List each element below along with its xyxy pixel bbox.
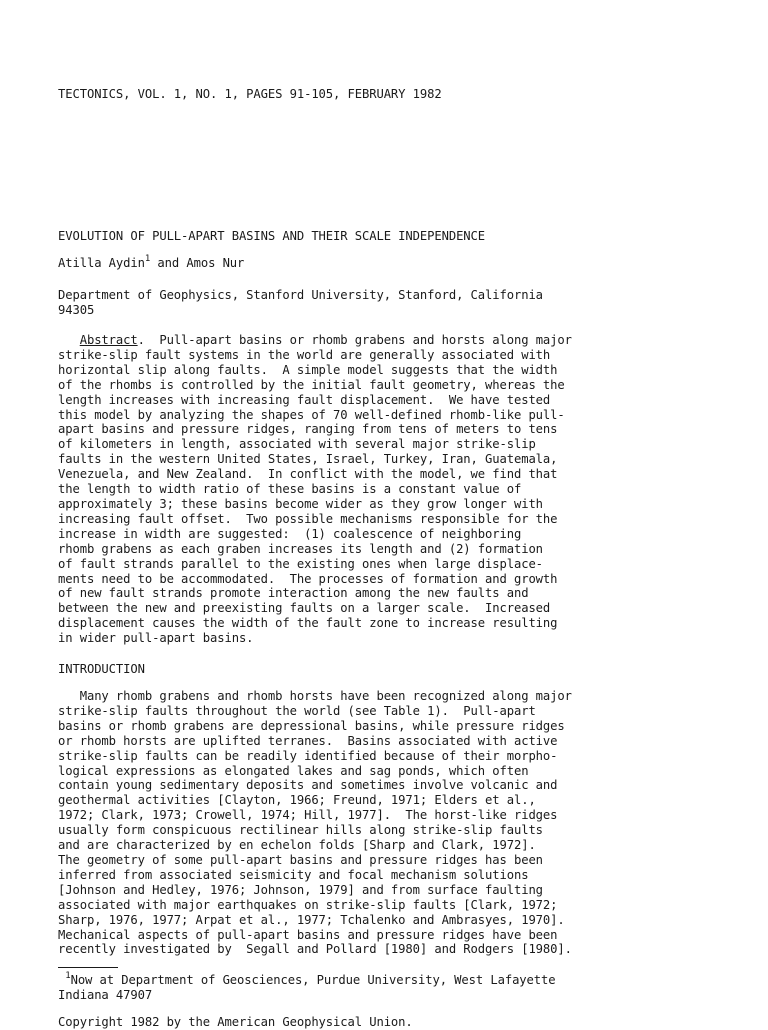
abstract: [58, 333, 572, 646]
abstract-line: apart basins and pressure ridges, ranging from tens of meters to tens: [58, 422, 558, 437]
abstract-line: increase in width are suggested: (1) coalescence of neighboring: [58, 526, 522, 541]
abstract-line: faults in the western United States, Israel, Turkey, Iran, Guatemala,: [58, 452, 558, 467]
intro-line: The geometry of some pull-apart basins and pressure ridges has been: [58, 852, 543, 867]
author-1-footnote-mark: 1: [144, 254, 151, 264]
abstract-line: between the new and preexisting faults on a larger scale. Increased: [58, 601, 551, 616]
abstract-line: of new fault strands promote interaction among the new faults and: [58, 586, 529, 601]
intro-line: and are characterized by en echelon folds [Sharp and Clark, 1972].: [58, 838, 536, 853]
abstract-line: displacement causes the width of the fault zone to increase resulting: [58, 616, 558, 631]
intro-line: basins or rhomb grabens are depressional basins, while pressure ridges: [58, 718, 565, 733]
abstract-line: strike-slip fault systems in the world are generally associated with: [58, 347, 551, 362]
intro-line: recently investigated by Segall and Pollard [1980] and Rodgers [1980].: [58, 942, 572, 957]
intro-line: Sharp, 1976, 1977; Arpat et al., 1977; Tchalenko and Ambrasyes, 1970].: [58, 912, 565, 927]
intro-line: inferred from associated seismicity and focal mechanism solutions: [58, 867, 529, 882]
author-1-name: Atilla Aydin: [58, 256, 145, 270]
abstract-first-line: Abstract. Pull-apart basins or rhomb grabens and horsts along major: [79, 333, 572, 347]
author-line: [58, 256, 244, 271]
intro-line: 1972; Clark, 1973; Crowell, 1974; Hill, 1977]. The horst-like ridges: [58, 808, 558, 823]
affiliation-line-1: Department of Geophysics, Stanford University, Stanford, California: [58, 288, 543, 302]
intro-line: Mechanical aspects of pull-apart basins and pressure ridges have been: [58, 927, 558, 942]
intro-line: logical expressions as elongated lakes and sag ponds, which often: [58, 763, 529, 778]
abstract-line: Venezuela, and New Zealand. In conflict with the model, we find that: [58, 467, 558, 482]
article-title: EVOLUTION OF PULL-APART BASINS AND THEIR SCALE INDEPENDENCE: [58, 229, 486, 243]
intro-line: strike-slip faults throughout the world (see Table 1). Pull-apart: [58, 703, 536, 718]
abstract-line: of kilometers in length, associated with several major strike-slip: [58, 437, 536, 452]
abstract-line: in wider pull-apart basins.: [58, 631, 254, 646]
footnote-mark: 1: [65, 971, 71, 981]
journal-citation: TECTONICS, VOL. 1, NO. 1, PAGES 91-105, FEBRUARY 1982: [58, 87, 442, 101]
intro-line: usually form conspicuous rectilinear hills along strike-slip faults: [58, 823, 543, 838]
abstract-line: of fault strands parallel to the existing ones when large displace-: [58, 556, 543, 571]
intro-line: contain young sedimentary deposits and sometimes involve volcanic and: [58, 778, 558, 793]
intro-line: Many rhomb grabens and rhomb horsts have been recognized along major: [58, 689, 572, 703]
abstract-line: rhomb grabens as each graben increases its length and (2) formation: [58, 541, 543, 556]
abstract-label: Abstract: [79, 333, 138, 347]
intro-line: or rhomb horsts are uplifted terranes. Basins associated with active: [58, 733, 558, 748]
affiliation-line-2: 94305: [58, 303, 95, 317]
author-2-name: and Amos Nur: [150, 256, 245, 270]
intro-line: associated with major earthquakes on strike-slip faults [Clark, 1972;: [58, 897, 558, 912]
abstract-line: of the rhombs is controlled by the initial fault geometry, whereas the: [58, 377, 565, 392]
abstract-line: this model by analyzing the shapes of 70 well-defined rhomb-like pull-: [58, 407, 565, 422]
intro-line: strike-slip faults can be readily identified because of their morpho-: [58, 748, 558, 763]
intro-line: [Johnson and Hedley, 1976; Johnson, 1979] and from surface faulting: [58, 882, 543, 897]
copyright-notice: Copyright 1982 by the American Geophysical Union.: [58, 1015, 413, 1029]
footnote-separator: [58, 967, 118, 968]
abstract-line: ments need to be accommodated. The processes of formation and growth: [58, 571, 558, 586]
footnote-line-1: $^1$Now at Department of Geosciences, Purdue University, West Lafayette: [65, 971, 556, 987]
abstract-line: increasing fault offset. Two possible mechanisms responsible for the: [58, 511, 558, 526]
intro-line: geothermal activities [Clayton, 1966; Freund, 1971; Elders et al.,: [58, 793, 536, 808]
introduction-body: [58, 689, 572, 957]
abstract-line: the length to width ratio of these basins is a constant value of: [58, 482, 522, 497]
abstract-line: length increases with increasing fault displacement. We have tested: [58, 392, 551, 407]
section-heading-introduction: INTRODUCTION: [58, 662, 145, 676]
abstract-line: approximately 3; these basins become wider as they grow longer with: [58, 496, 543, 511]
footnote-line-2: Indiana 47907: [58, 988, 153, 1002]
abstract-line: horizontal slip along faults. A simple model suggests that the width: [58, 362, 558, 377]
